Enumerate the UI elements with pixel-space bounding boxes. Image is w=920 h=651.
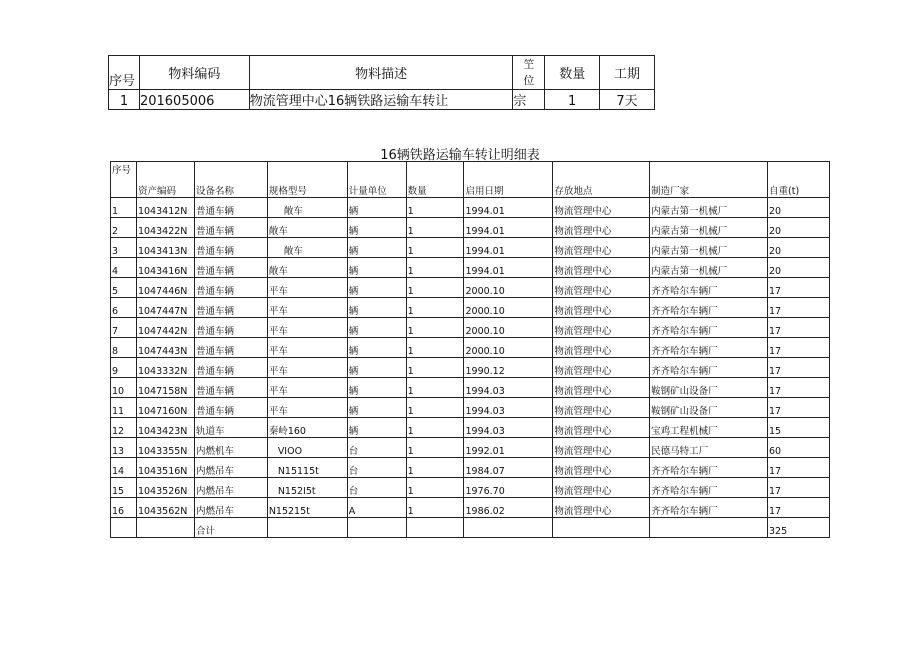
cell-date: 1994.03 [464, 418, 553, 438]
table-row [111, 198, 830, 218]
total-cell-empty [267, 518, 347, 538]
cell-date: 1994.03 [464, 378, 553, 398]
cell-name: 内燃吊车 [194, 458, 267, 478]
total-weight: 325 [768, 518, 830, 538]
cell-code: 1043355N [136, 438, 194, 458]
cell-code: 1043562N [136, 498, 194, 518]
summary-header-unit [513, 56, 545, 90]
cell-qty: 1 [406, 438, 464, 458]
cell-name: 普通车辆 [194, 338, 267, 358]
cell-index: 14 [111, 458, 137, 478]
table-row [111, 318, 830, 338]
cell-name: 普通车辆 [194, 238, 267, 258]
cell-index: 3 [111, 238, 137, 258]
cell-spec: 秦岭160 [267, 418, 347, 438]
summary-header-code: 物料编码 [139, 56, 249, 90]
table-row [111, 458, 830, 478]
detail-header-maker: 制造厂家 [650, 162, 768, 198]
table-row [111, 338, 830, 358]
total-cell-empty [347, 518, 406, 538]
cell-date: 2000.10 [464, 278, 553, 298]
detail-header-index [111, 162, 137, 198]
cell-code: 1043423N [136, 418, 194, 438]
detail-header-spec: 规格型号 [267, 162, 347, 198]
summary-cell-code: 201605006 [139, 90, 249, 110]
cell-code: 1043526N [136, 478, 194, 498]
cell-location: 物流管理中心 [553, 198, 650, 218]
cell-name: 普通车辆 [194, 298, 267, 318]
cell-location: 物流管理中心 [553, 458, 650, 478]
table-row [111, 438, 830, 458]
cell-date: 1994.01 [464, 198, 553, 218]
detail-header-unit: 计量单位 [347, 162, 406, 198]
total-cell-empty [464, 518, 553, 538]
cell-maker: 鞍钢矿山设备厂 [650, 398, 768, 418]
table-row [111, 498, 830, 518]
cell-location: 物流管理中心 [553, 218, 650, 238]
summary-header-desc: 物料描述 [249, 56, 513, 90]
cell-location: 物流管理中心 [553, 478, 650, 498]
total-label: 合计 [194, 518, 267, 538]
cell-date: 2000.10 [464, 338, 553, 358]
cell-location: 物流管理中心 [553, 498, 650, 518]
cell-location: 物流管理中心 [553, 378, 650, 398]
cell-index: 16 [111, 498, 137, 518]
cell-qty: 1 [406, 198, 464, 218]
cell-code: 1047442N [136, 318, 194, 338]
cell-date: 2000.10 [464, 318, 553, 338]
cell-maker: 齐齐哈尔车辆厂 [650, 318, 768, 338]
cell-index: 7 [111, 318, 137, 338]
cell-spec: 平车 [267, 358, 347, 378]
cell-unit: 辆 [347, 198, 406, 218]
summary-row [109, 90, 655, 110]
cell-name: 普通车辆 [194, 278, 267, 298]
cell-unit: 辆 [347, 278, 406, 298]
cell-maker: 齐齐哈尔车辆厂 [650, 358, 768, 378]
cell-name: 轨道车 [194, 418, 267, 438]
table-row [111, 298, 830, 318]
cell-maker: 齐齐哈尔车辆厂 [650, 278, 768, 298]
cell-unit: 辆 [347, 298, 406, 318]
cell-location: 物流管理中心 [553, 338, 650, 358]
cell-unit: 台 [347, 438, 406, 458]
table-row [111, 398, 830, 418]
cell-maker: 齐齐哈尔车辆厂 [650, 498, 768, 518]
detail-header-row [111, 162, 830, 198]
cell-index: 13 [111, 438, 137, 458]
detail-header-weight: 自重(t) [768, 162, 830, 198]
cell-weight: 20 [768, 218, 830, 238]
summary-header-qty: 数量 [545, 56, 600, 90]
cell-unit: 辆 [347, 258, 406, 278]
cell-maker: 内蒙古第一机械厂 [650, 218, 768, 238]
table-row [111, 358, 830, 378]
cell-spec: 平车 [267, 338, 347, 358]
summary-header-row [109, 56, 655, 90]
detail-header-name: 设备名称 [194, 162, 267, 198]
cell-maker: 宝鸡工程机械厂 [650, 418, 768, 438]
cell-name: 内燃吊车 [194, 498, 267, 518]
summary-cell-desc: 物流管理中心16辆铁路运输车转让 [249, 90, 513, 110]
cell-unit: 辆 [347, 378, 406, 398]
summary-table [108, 55, 655, 110]
cell-qty: 1 [406, 278, 464, 298]
cell-maker: 齐齐哈尔车辆厂 [650, 458, 768, 478]
table-row [111, 478, 830, 498]
cell-location: 物流管理中心 [553, 278, 650, 298]
cell-unit: 辆 [347, 418, 406, 438]
cell-code: 1043422N [136, 218, 194, 238]
cell-spec: 敞车 [267, 198, 347, 218]
cell-index: 9 [111, 358, 137, 378]
cell-maker: 内蒙古第一机械厂 [650, 258, 768, 278]
cell-qty: 1 [406, 258, 464, 278]
cell-unit: 台 [347, 458, 406, 478]
cell-location: 物流管理中心 [553, 238, 650, 258]
cell-index: 11 [111, 398, 137, 418]
total-cell-empty [553, 518, 650, 538]
detail-header-date: 启用日期 [464, 162, 553, 198]
cell-date: 2000.10 [464, 298, 553, 318]
cell-weight: 15 [768, 418, 830, 438]
total-cell-empty [406, 518, 464, 538]
cell-unit: 辆 [347, 358, 406, 378]
cell-code: 1043516N [136, 458, 194, 478]
cell-qty: 1 [406, 218, 464, 238]
cell-code: 1047447N [136, 298, 194, 318]
summary-header-unit-bottom: 位 [523, 73, 535, 87]
cell-qty: 1 [406, 478, 464, 498]
cell-spec: 平车 [267, 278, 347, 298]
cell-spec: 敞车 [267, 258, 347, 278]
cell-weight: 17 [768, 458, 830, 478]
cell-qty: 1 [406, 498, 464, 518]
cell-location: 物流管理中心 [553, 358, 650, 378]
cell-date: 1994.01 [464, 218, 553, 238]
cell-location: 物流管理中心 [553, 298, 650, 318]
cell-index: 12 [111, 418, 137, 438]
cell-index: 5 [111, 278, 137, 298]
table-row [111, 378, 830, 398]
summary-cell-unit: 宗 [513, 90, 545, 110]
cell-weight: 17 [768, 358, 830, 378]
cell-index: 2 [111, 218, 137, 238]
detail-total-row [111, 518, 830, 538]
cell-location: 物流管理中心 [553, 258, 650, 278]
cell-date: 1994.01 [464, 238, 553, 258]
cell-weight: 17 [768, 278, 830, 298]
summary-cell-qty: 1 [545, 90, 600, 110]
cell-maker: 齐齐哈尔车辆厂 [650, 298, 768, 318]
cell-name: 普通车辆 [194, 318, 267, 338]
detail-header-index-label: 序号 [112, 165, 132, 176]
cell-qty: 1 [406, 378, 464, 398]
cell-name: 普通车辆 [194, 378, 267, 398]
table-row [111, 418, 830, 438]
detail-body [111, 198, 830, 518]
cell-qty: 1 [406, 358, 464, 378]
cell-date: 1986.02 [464, 498, 553, 518]
cell-weight: 17 [768, 398, 830, 418]
cell-name: 普通车辆 [194, 398, 267, 418]
cell-unit: 辆 [347, 238, 406, 258]
cell-spec: N15215t [267, 498, 347, 518]
cell-spec: 平车 [267, 398, 347, 418]
cell-spec: N152I5t [267, 478, 347, 498]
detail-header-qty: 数量 [406, 162, 464, 198]
cell-weight: 17 [768, 338, 830, 358]
cell-spec: 敞车 [267, 238, 347, 258]
cell-date: 1976.70 [464, 478, 553, 498]
cell-weight: 60 [768, 438, 830, 458]
cell-spec: 敞车 [267, 218, 347, 238]
cell-unit: 辆 [347, 398, 406, 418]
cell-maker: 民德马特工厂 [650, 438, 768, 458]
cell-location: 物流管理中心 [553, 398, 650, 418]
cell-unit: 辆 [347, 318, 406, 338]
cell-spec: VIOO [267, 438, 347, 458]
cell-weight: 17 [768, 318, 830, 338]
cell-weight: 20 [768, 258, 830, 278]
cell-name: 普通车辆 [194, 358, 267, 378]
cell-location: 物流管理中心 [553, 418, 650, 438]
cell-date: 1994.01 [464, 258, 553, 278]
cell-code: 1043416N [136, 258, 194, 278]
total-cell-empty [111, 518, 137, 538]
cell-code: 1047160N [136, 398, 194, 418]
detail-title: 16辆铁路运输车转让明细表 [380, 148, 540, 163]
cell-date: 1990.12 [464, 358, 553, 378]
table-row [111, 218, 830, 238]
cell-unit: A [347, 498, 406, 518]
cell-spec: 平车 [267, 378, 347, 398]
cell-spec: N15115t [267, 458, 347, 478]
cell-qty: 1 [406, 238, 464, 258]
cell-name: 内燃吊车 [194, 478, 267, 498]
cell-index: 15 [111, 478, 137, 498]
cell-weight: 20 [768, 238, 830, 258]
cell-maker: 鞍钢矿山设备厂 [650, 378, 768, 398]
cell-code: 1043332N [136, 358, 194, 378]
detail-table [110, 161, 830, 538]
cell-qty: 1 [406, 338, 464, 358]
cell-index: 1 [111, 198, 137, 218]
summary-cell-period: 7天 [600, 90, 655, 110]
cell-index: 8 [111, 338, 137, 358]
cell-qty: 1 [406, 418, 464, 438]
cell-date: 1994.03 [464, 398, 553, 418]
cell-code: 1047443N [136, 338, 194, 358]
detail-header-location: 存放地点 [553, 162, 650, 198]
cell-maker: 齐齐哈尔车辆厂 [650, 338, 768, 358]
cell-weight: 17 [768, 298, 830, 318]
cell-name: 普通车辆 [194, 198, 267, 218]
cell-code: 1047446N [136, 278, 194, 298]
table-row [111, 258, 830, 278]
cell-index: 4 [111, 258, 137, 278]
detail-header-code: 资产编码 [136, 162, 194, 198]
cell-spec: 平车 [267, 318, 347, 338]
summary-cell-index: 1 [109, 90, 140, 110]
cell-unit: 台 [347, 478, 406, 498]
cell-date: 1992.01 [464, 438, 553, 458]
cell-qty: 1 [406, 458, 464, 478]
summary-header-index: 序号 [109, 56, 140, 90]
cell-code: 1047158N [136, 378, 194, 398]
cell-name: 普通车辆 [194, 258, 267, 278]
cell-name: 内燃机车 [194, 438, 267, 458]
cell-index: 6 [111, 298, 137, 318]
cell-location: 物流管理中心 [553, 318, 650, 338]
cell-maker: 内蒙古第一机械厂 [650, 198, 768, 218]
cell-code: 1043413N [136, 238, 194, 258]
table-row [111, 238, 830, 258]
cell-qty: 1 [406, 398, 464, 418]
cell-qty: 1 [406, 298, 464, 318]
cell-weight: 20 [768, 198, 830, 218]
cell-maker: 内蒙古第一机械厂 [650, 238, 768, 258]
cell-date: 1984.07 [464, 458, 553, 478]
cell-location: 物流管理中心 [553, 438, 650, 458]
cell-name: 普通车辆 [194, 218, 267, 238]
table-row [111, 278, 830, 298]
cell-spec: 平车 [267, 298, 347, 318]
cell-unit: 辆 [347, 338, 406, 358]
summary-header-unit-top: 笁 [523, 57, 535, 71]
cell-code: 1043412N [136, 198, 194, 218]
cell-weight: 17 [768, 378, 830, 398]
cell-unit: 辆 [347, 218, 406, 238]
summary-header-period: 工期 [600, 56, 655, 90]
cell-weight: 17 [768, 498, 830, 518]
cell-maker: 齐齐哈尔车辆厂 [650, 478, 768, 498]
cell-index: 10 [111, 378, 137, 398]
cell-qty: 1 [406, 318, 464, 338]
total-cell-empty [650, 518, 768, 538]
total-cell-empty [136, 518, 194, 538]
cell-weight: 17 [768, 478, 830, 498]
